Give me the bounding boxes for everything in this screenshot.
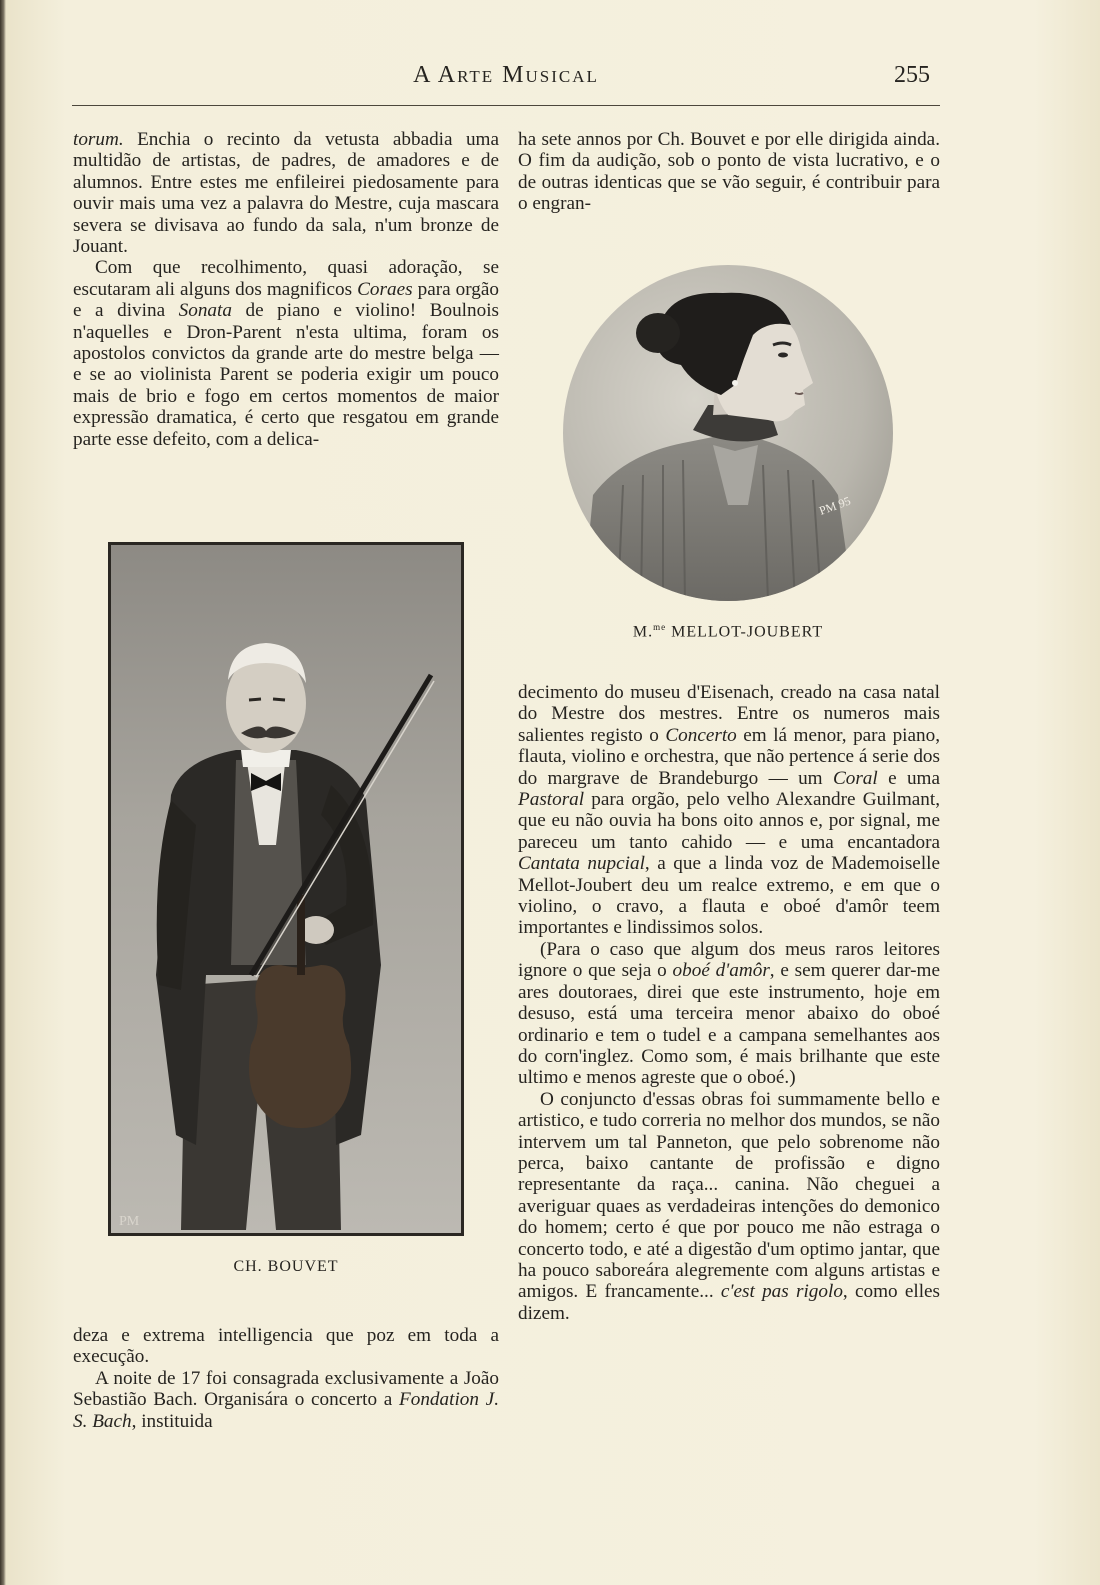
italic-title: Fondation J. S. Bach (73, 1389, 499, 1432)
italic-title: Coral (832, 767, 878, 789)
text-run: , e sem querer dar-me ares doutoraes, direi que este instrumento, hoje em desuso, está uma terceira menor abaixo do oboé ordinario e tem o tudel e a campana semelhantes aos do corn'inglez. Como som, é mais brilhante que este ultimo e menos agreste que o oboé.) (518, 960, 940, 1089)
running-head (72, 62, 940, 96)
page-number: 255 (894, 62, 930, 88)
text-run: em lá menor, para piano, flauta, violino e orchestra, que não pertence á serie dos do margrave de Brandeburgo — um (518, 724, 940, 789)
italic-title: Sonata (178, 300, 232, 322)
text-run: Enchia o recinto da vetusta abbadia uma multidão de artistas, de padres, de amadores e de alumnos. Entre estes me enfileirei piedosamente para ouvir mais uma vez a palavra do Mestre, cuja mascara severa se divisava ao fundo da sala, n'um bronze de Jouant. (73, 129, 499, 258)
paragraph: ha sete annos por Ch. Bouvet e por elle dirigida ainda. O fim da audição, sob o ponto de vista lucrativo, e o de outras identicas que se vão seguir, é contribuir para o engran- (518, 129, 940, 215)
text-run: para orgão, pelo velho Alexandre Guilmant, que eu não ouvia ha bons oito annos e, por signal, me pareceu um tanto cahido — e uma encantadora (518, 789, 940, 853)
header-rule (72, 105, 940, 106)
paragraph (73, 129, 499, 257)
paragraph (73, 257, 499, 450)
italic-title: Coraes (357, 278, 413, 300)
paragraph: deza e extrema intelligencia que poz em toda a execução. (73, 1325, 499, 1368)
portrait-ch-bouvet (108, 542, 464, 1236)
paragraph (518, 939, 940, 1089)
journal-title: A Arte Musical (413, 62, 599, 88)
caption-ch-bouvet: CH. BOUVET (233, 1258, 339, 1275)
text-run: decimento do museu d'Eisenach, creado na casa natal do Mestre dos mestres. Entre os numeros mais salientes registo o (518, 682, 940, 746)
caption-superscript: me (653, 622, 667, 632)
italic-word: torum. (73, 129, 124, 150)
text-run: e uma (877, 767, 940, 789)
portrait-bouvet-illustration (111, 545, 461, 1233)
portrait-monogram: PM (119, 1214, 140, 1229)
right-column-main (518, 682, 940, 1324)
text-run: , a que a linda voz de Mademoiselle Mellot-Joubert deu um realce extremo, e em que o violino, o cravo, a flauta e oboé d'amôr teem importantes e lindissimos solos. (518, 853, 940, 939)
text-run: (Para o caso que algum dos meus raros leitores ignore o que seja o (518, 938, 940, 982)
italic-phrase: c'est pas rigolo (720, 1281, 843, 1303)
italic-title: Pastoral (518, 789, 585, 811)
portrait-mellot-joubert (563, 265, 893, 601)
italic-title: Cantata nupcial (518, 853, 645, 875)
paragraph (73, 1368, 499, 1432)
text-run: para orgão e a divina (73, 278, 499, 322)
italic-title: Concerto (665, 724, 737, 746)
italic-term: oboé d'amôr (672, 960, 770, 982)
paragraph (518, 1089, 940, 1324)
text-run: Com que recolhimento, quasi adoração, se escutaram ali alguns dos magnificos (73, 257, 499, 300)
caption-text: MELLOT-JOUBERT (666, 623, 824, 641)
paragraph (518, 682, 940, 939)
text-run: de piano e violino! Boulnois n'aquelles e Dron-Parent n'esta ultima, foram os apostolos convictos da grande arte do mestre belga — e se ao violinista Parent se poderia exigir um pouco mais de brio e fogo em certos momentos de maior expressão dramatica, é certo que resgatou em grande parte esse defeito, com a delica- (73, 300, 499, 450)
portrait-mellot-illustration (563, 265, 893, 601)
caption-text: M. (632, 623, 654, 641)
text-run: , instituida (131, 1410, 213, 1432)
left-column-bottom (73, 1325, 499, 1432)
binding-edge (0, 0, 6, 1585)
text-run: A noite de 17 foi consagrada exclusivamente a João Sebastião Bach. Organisára o concerto a (73, 1367, 499, 1411)
text-run: , como elles dizem. (518, 1281, 941, 1324)
text-run: O conjuncto d'essas obras foi summamente bello e artistico, e tudo correria no melhor dos mundos, se não intervem um tal Panneton, que pelo sobrenome não perca, baixo cantante de profissão e digno representante da raça... canina. Não cheguei a averiguar quaes as verdadeiras intenções do demonico do homem; certo é que por pouco me não estraga o concerto todo, e até a digestão d'um optimo jantar, que ha pouco saboreára alegremente com alguns artistas e amigos. E francamente... (518, 1088, 940, 1303)
portrait-signature: PM 95 (817, 493, 853, 518)
left-column-top (73, 129, 499, 450)
caption-mellot-joubert (563, 622, 893, 641)
right-column-top (518, 129, 940, 215)
